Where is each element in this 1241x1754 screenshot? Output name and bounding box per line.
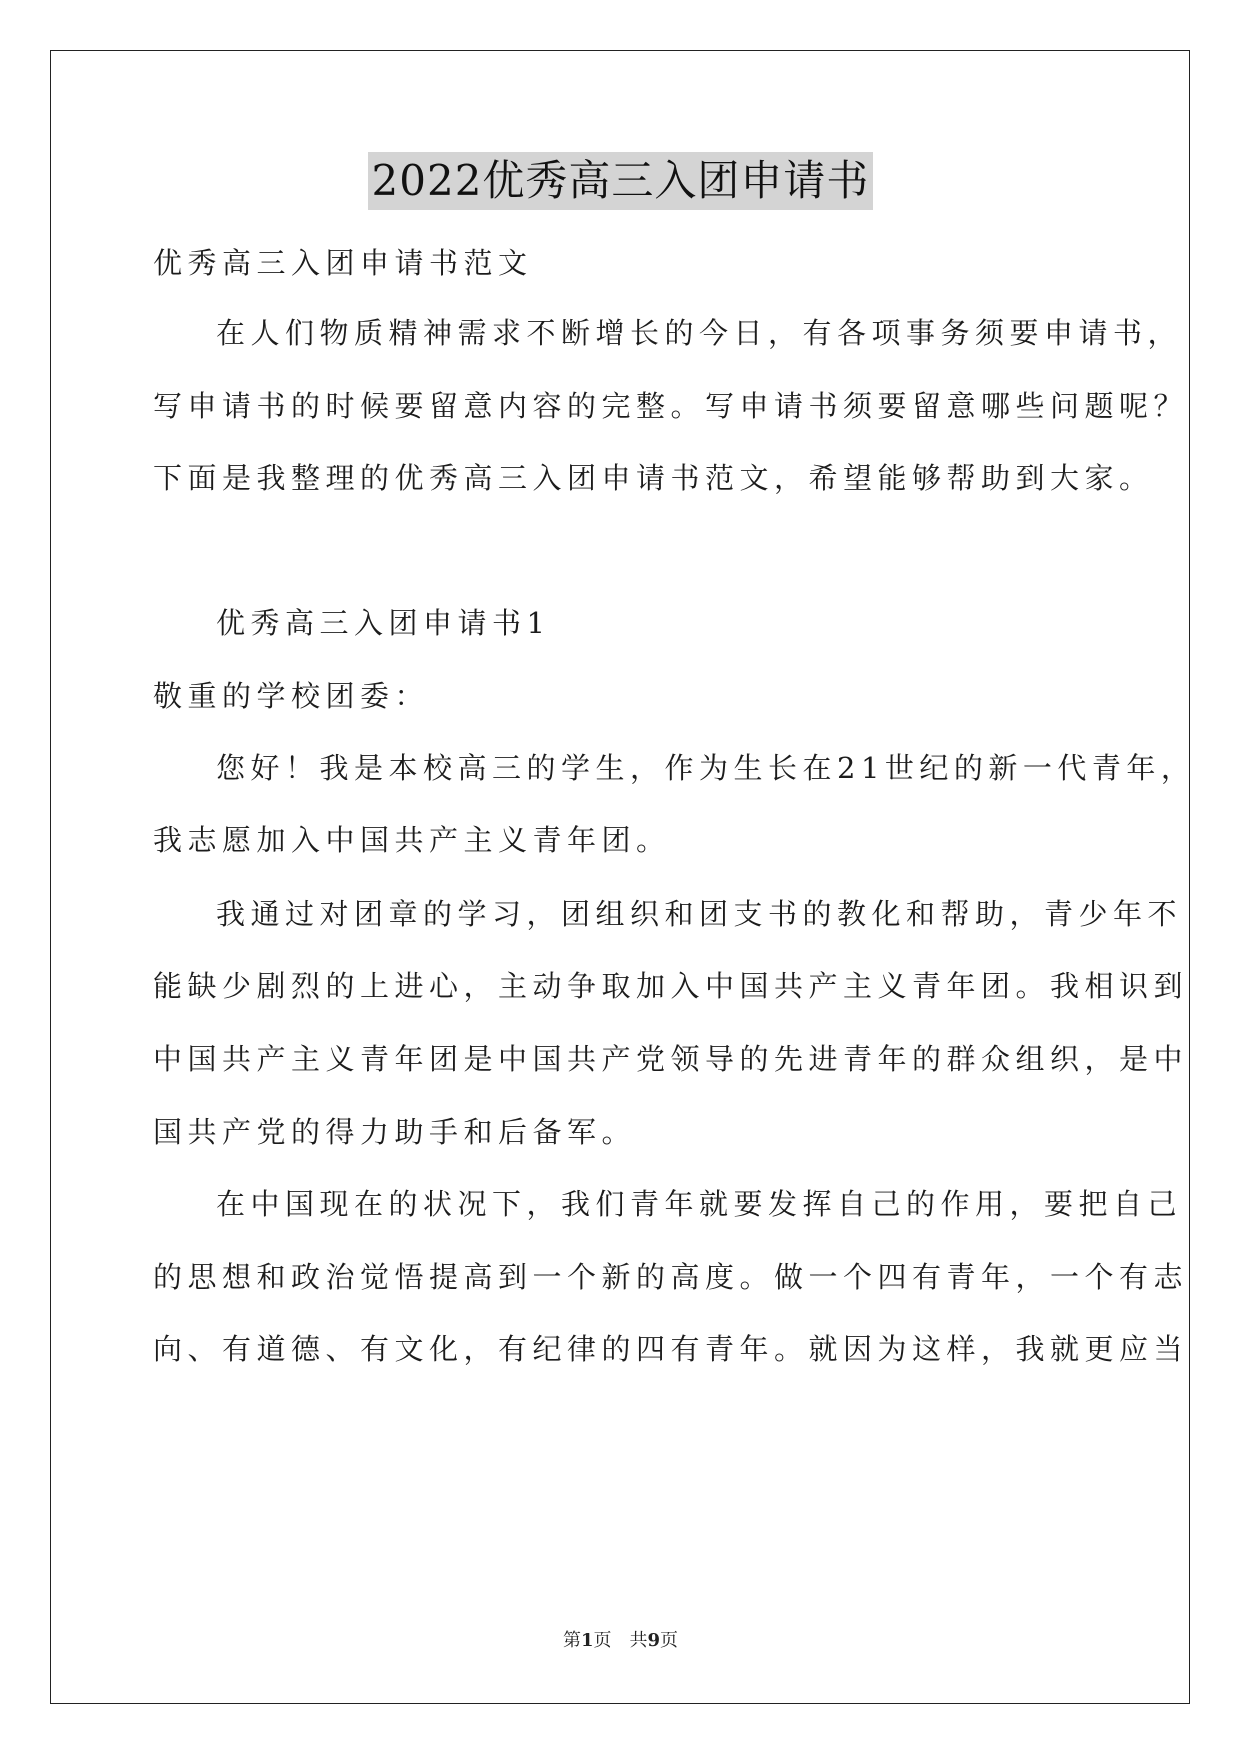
paragraph-line: 向、有道德、有文化，有纪律的四有青年。就因为这样，我就更应当 [153, 1332, 1189, 1366]
paragraph-line: 中国共产主义青年团是中国共产党领导的先进青年的群众组织，是中 [153, 1042, 1189, 1076]
paragraph-line: 在人们物质精神需求不断增长的今日，有各项事务须要申请书， [216, 316, 1183, 350]
title-container [0, 152, 1241, 210]
footer-total-unit: 页 [660, 1630, 679, 1651]
salutation: 敬重的学校团委： [153, 679, 430, 713]
paragraph-line: 在中国现在的状况下，我们青年就要发挥自己的作用，要把自己 [216, 1187, 1183, 1221]
section-heading: 优秀高三入团申请书范文 [153, 246, 533, 280]
paragraph-line: 的思想和政治觉悟提高到一个新的高度。做一个四有青年，一个有志 [153, 1260, 1189, 1294]
paragraph-line: 写申请书的时候要留意内容的完整。写申请书须要留意哪些问题呢？ [153, 389, 1189, 423]
paragraph-line: 能缺少剧烈的上进心，主动争取加入中国共产主义青年团。我相识到 [153, 969, 1189, 1003]
current-page-number: 1 [580, 1630, 594, 1651]
paragraph-line: 下面是我整理的优秀高三入团申请书范文，希望能够帮助到大家。 [153, 461, 1154, 495]
paragraph-line: 我通过对团章的学习，团组织和团支书的教化和帮助，青少年不 [216, 897, 1183, 931]
paragraph-line: 国共产党的得力助手和后备军。 [153, 1115, 637, 1149]
page-footer [0, 1629, 1241, 1653]
footer-page-unit: 页 [593, 1630, 612, 1651]
letter-subtitle: 优秀高三入团申请书1 [216, 606, 551, 640]
paragraph-line: 我志愿加入中国共产主义青年团。 [153, 823, 671, 857]
footer-total-prefix: 共 [629, 1630, 648, 1651]
total-pages-number: 9 [647, 1630, 661, 1651]
footer-prefix: 第 [562, 1630, 581, 1651]
paragraph-line: 您好！我是本校高三的学生，作为生长在21世纪的新一代青年， [216, 751, 1196, 785]
document-title: 2022优秀高三入团申请书 [368, 152, 874, 210]
page-border [50, 50, 1196, 1704]
